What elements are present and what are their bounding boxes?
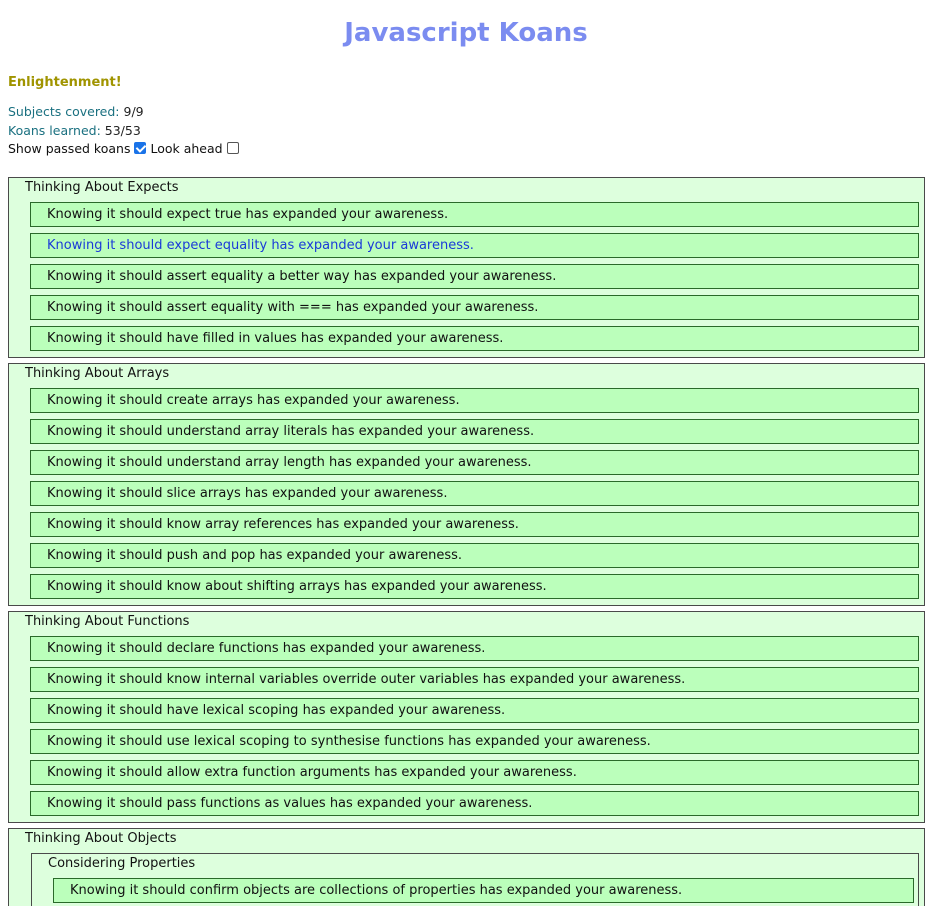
spec-item[interactable]: Knowing it should expect true has expanded your awareness. (30, 202, 919, 227)
subjects-covered-label: Subjects covered: (8, 104, 120, 119)
suite-title[interactable]: Thinking About Expects (25, 180, 179, 195)
spec-item[interactable]: Knowing it should have lexical scoping has expanded your awareness. (30, 698, 919, 723)
koans-learned-label: Koans learned: (8, 123, 101, 138)
subsuite-considering-properties (31, 853, 919, 906)
filter-options (8, 141, 243, 156)
koans-learned-value: 53/53 (104, 123, 141, 138)
suite-arrays (8, 363, 925, 606)
suite-objects (8, 828, 925, 906)
spec-item[interactable]: Knowing it should use lexical scoping to synthesise functions has expanded your awareness. (30, 729, 919, 754)
show-passed-label: Show passed koans (8, 141, 131, 156)
spec-item[interactable]: Knowing it should know about shifting arrays has expanded your awareness. (30, 574, 919, 599)
subjects-covered (8, 104, 144, 119)
suite-title[interactable]: Thinking About Objects (25, 831, 177, 846)
page-title: Javascript Koans (344, 18, 588, 48)
spec-item[interactable]: Knowing it should assert equality with === has expanded your awareness. (30, 295, 919, 320)
spec-item[interactable]: Knowing it should understand array length has expanded your awareness. (30, 450, 919, 475)
spec-item[interactable]: Knowing it should declare functions has expanded your awareness. (30, 636, 919, 661)
spec-item[interactable]: Knowing it should slice arrays has expanded your awareness. (30, 481, 919, 506)
look-ahead-label: Look ahead (150, 141, 223, 156)
show-passed-checkbox[interactable] (134, 142, 146, 154)
look-ahead-checkbox[interactable] (227, 142, 239, 154)
subsuite-title[interactable]: Considering Properties (48, 856, 196, 871)
spec-item[interactable]: Knowing it should pass functions as values has expanded your awareness. (30, 791, 919, 816)
spec-item[interactable]: Knowing it should confirm objects are collections of properties has expanded your awareness. (53, 878, 914, 903)
spec-item[interactable]: Knowing it should push and pop has expanded your awareness. (30, 543, 919, 568)
spec-item[interactable]: Knowing it should assert equality a better way has expanded your awareness. (30, 264, 919, 289)
spec-item[interactable]: Knowing it should create arrays has expanded your awareness. (30, 388, 919, 413)
spec-item[interactable]: Knowing it should understand array literals has expanded your awareness. (30, 419, 919, 444)
spec-item[interactable]: Knowing it should know array references has expanded your awareness. (30, 512, 919, 537)
status-message: Enlightenment! (8, 75, 122, 90)
suite-title[interactable]: Thinking About Functions (25, 614, 190, 629)
suite-expects (8, 177, 925, 358)
spec-item[interactable]: Knowing it should have filled in values has expanded your awareness. (30, 326, 919, 351)
spec-item[interactable]: Knowing it should expect equality has expanded your awareness. (30, 233, 919, 258)
suite-title[interactable]: Thinking About Arrays (25, 366, 170, 381)
spec-item[interactable]: Knowing it should allow extra function arguments has expanded your awareness. (30, 760, 919, 785)
spec-item[interactable]: Knowing it should know internal variables override outer variables has expanded your awareness. (30, 667, 919, 692)
koans-learned (8, 123, 141, 138)
suite-functions (8, 611, 925, 823)
subjects-covered-value: 9/9 (123, 104, 144, 119)
